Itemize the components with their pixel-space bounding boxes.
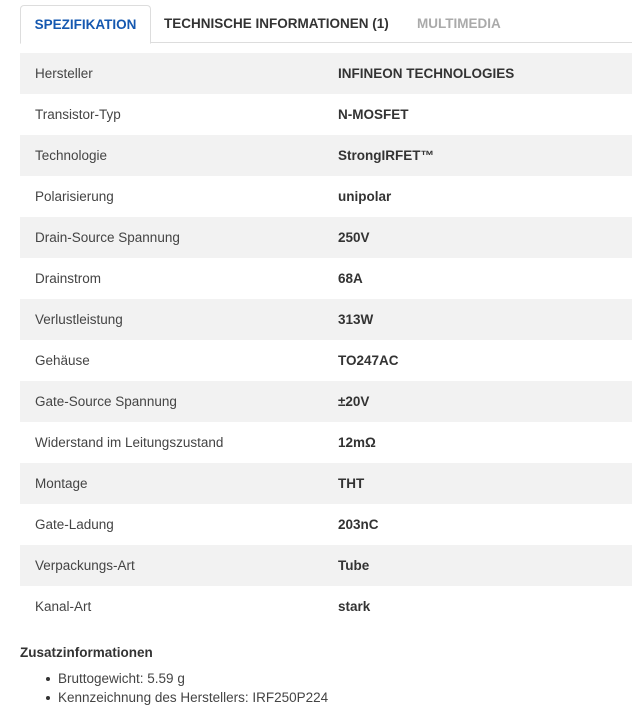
spec-row — [20, 381, 632, 422]
spec-row — [20, 340, 632, 381]
spec-key: Hersteller — [35, 66, 93, 81]
spec-key: Gehäuse — [35, 353, 90, 368]
spec-row — [20, 545, 632, 586]
spec-value: 12mΩ — [338, 435, 376, 450]
spec-value: INFINEON TECHNOLOGIES — [338, 66, 515, 81]
spec-key: Transistor-Typ — [35, 107, 121, 122]
spec-key: Technologie — [35, 148, 108, 163]
spec-value: unipolar — [338, 189, 392, 204]
spec-value: 250V — [338, 230, 370, 245]
spec-key: Kanal-Art — [35, 599, 92, 614]
list-item: Kennzeichnung des Herstellers: IRF250P224 — [46, 689, 328, 708]
spec-key: Drain-Source Spannung — [35, 230, 180, 245]
spec-value: stark — [338, 599, 371, 614]
spec-row — [20, 217, 632, 258]
spec-value: THT — [338, 476, 365, 491]
spec-row — [20, 504, 632, 545]
spec-key: Gate-Ladung — [35, 517, 114, 532]
tab-bar — [20, 5, 632, 43]
spec-key: Gate-Source Spannung — [35, 394, 177, 409]
spec-row — [20, 463, 632, 504]
spec-row — [20, 135, 632, 176]
spec-row — [20, 299, 632, 340]
spec-key: Verpackungs-Art — [35, 558, 135, 573]
tab-multimedia[interactable]: MULTIMEDIA — [417, 16, 501, 31]
spec-value: 313W — [338, 312, 374, 327]
additional-info-heading: Zusatzinformationen — [20, 645, 153, 660]
tab-technische-informationen[interactable]: TECHNISCHE INFORMATIONEN (1) — [164, 16, 389, 31]
additional-info-list — [46, 670, 328, 708]
spec-row — [20, 422, 632, 463]
spec-value: Tube — [338, 558, 370, 573]
spec-value: 68A — [338, 271, 363, 286]
spec-row — [20, 176, 632, 217]
spec-value: StrongIRFET™ — [338, 148, 434, 163]
spec-row — [20, 94, 632, 135]
spec-key: Montage — [35, 476, 88, 491]
spec-row — [20, 586, 632, 627]
list-item: Bruttogewicht: 5.59 g — [46, 670, 328, 689]
spec-row — [20, 53, 632, 94]
spec-value: TO247AC — [338, 353, 399, 368]
specification-table — [20, 53, 632, 627]
spec-value: ±20V — [338, 394, 370, 409]
spec-key: Widerstand im Leitungszustand — [35, 435, 224, 450]
spec-key: Verlustleistung — [35, 312, 123, 327]
spec-row — [20, 258, 632, 299]
spec-value: N-MOSFET — [338, 107, 409, 122]
spec-value: 203nC — [338, 517, 379, 532]
spec-key: Drainstrom — [35, 271, 102, 286]
spec-key: Polarisierung — [35, 189, 114, 204]
tab-spezifikation[interactable]: SPEZIFIKATION — [20, 5, 151, 44]
